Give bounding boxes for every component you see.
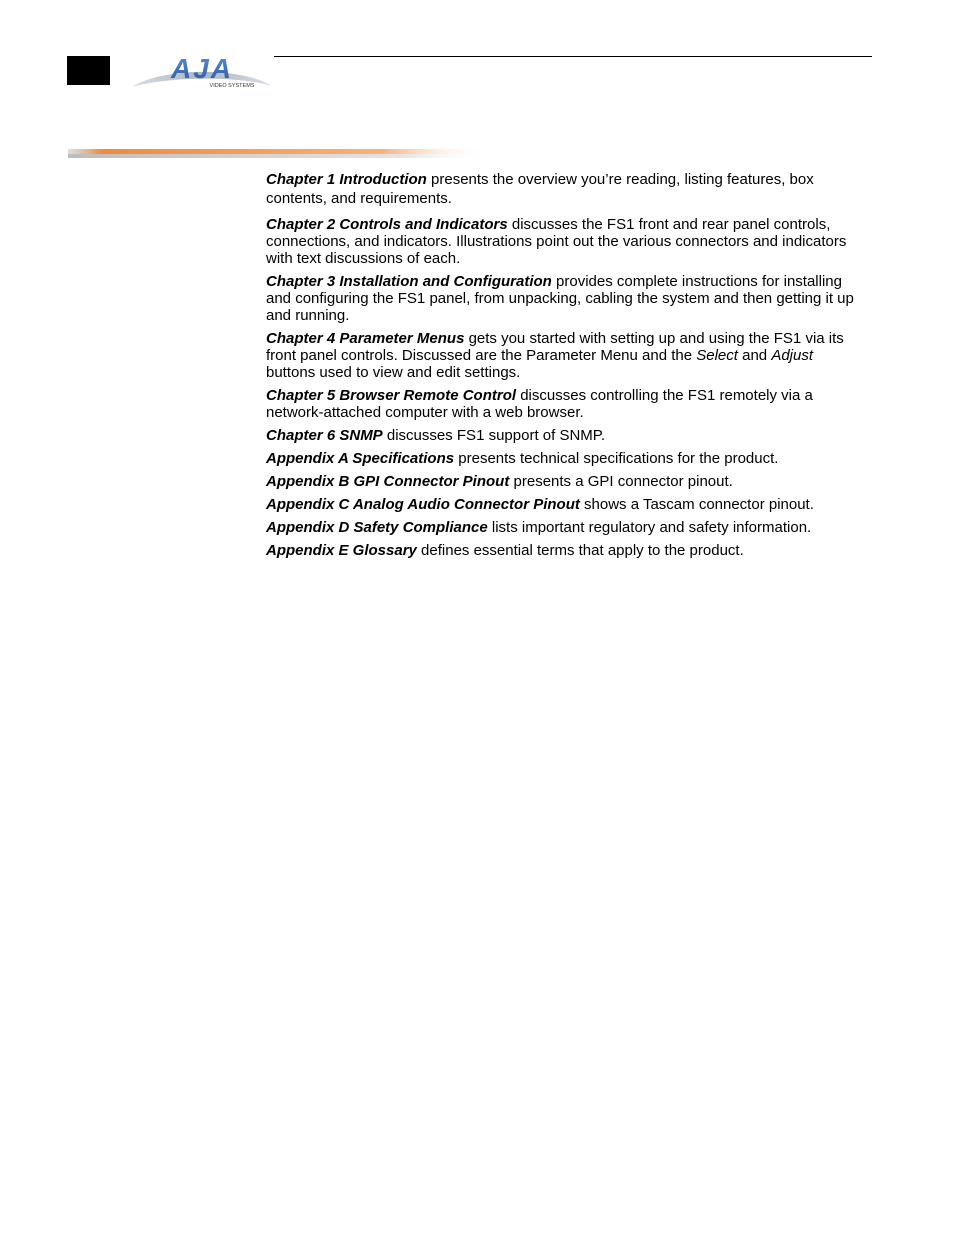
list-item: Appendix E Glossary defines essential terms that apply to the product. (266, 542, 744, 559)
logo-text: AJA (170, 54, 234, 84)
section-accent-bar (68, 147, 488, 159)
list-item: Chapter 3 Installation and Configuration provides complete instructions for installing and configuring the FS1 panel, from unpacking, cabling the system and then getting it up and running. (266, 273, 854, 324)
logo-subtext: VIDEO SYSTEMS (209, 83, 255, 89)
list-item: Appendix B GPI Connector Pinout presents a GPI connector pinout. (266, 473, 733, 490)
list-item: Appendix D Safety Compliance lists important regulatory and safety information. (266, 519, 812, 536)
chapter-list (266, 170, 866, 559)
page-number-block (67, 56, 110, 85)
list-item: Chapter 5 Browser Remote Control discusses controlling the FS1 remotely via a network-attached computer with a web browser. (266, 387, 813, 421)
list-item: Chapter 2 Controls and Indicators discusses the FS1 front and rear panel controls, connections, and indicators. Illustrations point out the various connectors and indicators with text discussions of each. (266, 216, 847, 267)
list-item: Appendix A Specifications presents technical specifications for the product. (266, 450, 779, 467)
list-item: Chapter 4 Parameter Menus gets you started with setting up and using the FS1 via its front panel controls. Discussed are the Parameter Menu and the Select and Adjust buttons used to view and edit settings. (266, 330, 844, 381)
list-item: Appendix C Analog Audio Connector Pinout shows a Tascam connector pinout. (266, 496, 814, 513)
header-rule (274, 56, 872, 57)
aja-logo (130, 54, 274, 90)
list-item: Chapter 1 Introduction presents the overview you’re reading, listing features, box contents, and requirements. (266, 171, 814, 207)
list-item: Chapter 6 SNMP discusses FS1 support of SNMP. (266, 427, 606, 444)
